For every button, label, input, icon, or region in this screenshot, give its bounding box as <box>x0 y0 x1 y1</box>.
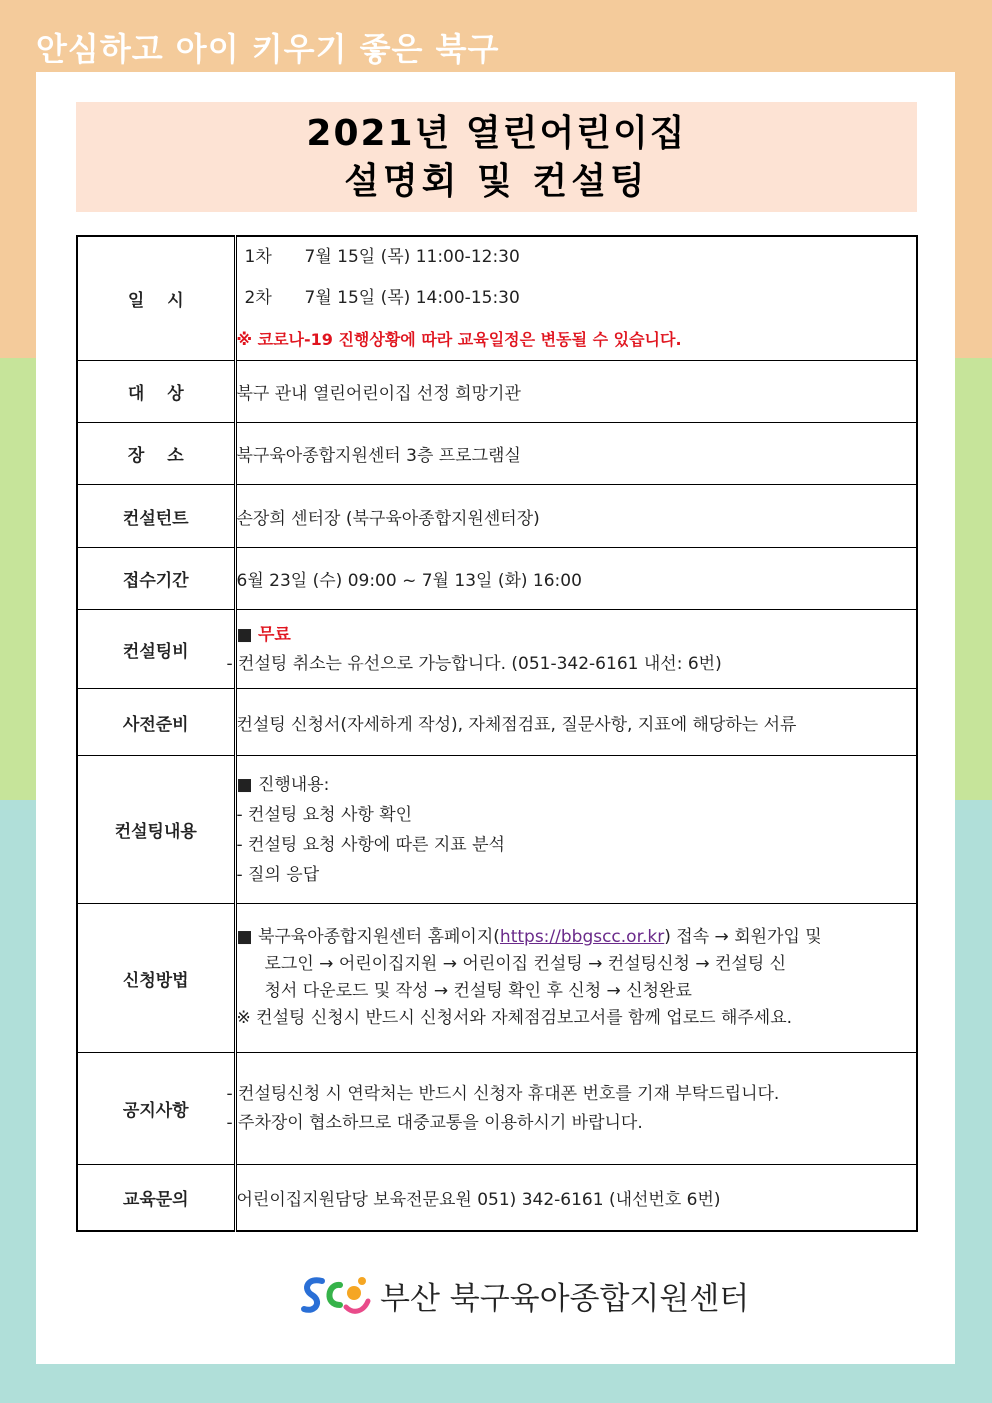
row-prep <box>77 689 917 756</box>
apply-line-3: 청서 다운로드 및 작성 → 컨설팅 확인 후 신청 → 신청완료 <box>264 981 692 1001</box>
org-name: 부산 북구육아종합지원센터 <box>380 1280 750 1317</box>
list-item: - 컨설팅 요청 사항에 따른 지표 분석 <box>236 834 505 855</box>
footer <box>300 1270 749 1320</box>
label-period: 접수기간 <box>77 548 235 610</box>
schedule-item <box>237 237 917 278</box>
row-content <box>77 756 917 904</box>
apply-text: ■ 북구육아종합지원센터 홈페이지( <box>236 927 500 947</box>
row-apply <box>77 904 917 1053</box>
row-consultant <box>77 485 917 548</box>
fee-note: - 컨설팅 취소는 유선으로 가능합니다. (051-342-6161 내선: 6번) <box>226 653 722 674</box>
fee-free: 무료 <box>257 624 291 645</box>
schedule-warning: ※ 코로나-19 진행상황에 따라 교육일정은 변동될 수 있습니다. <box>236 330 682 349</box>
row-schedule <box>77 236 917 361</box>
document-sheet <box>36 72 955 1364</box>
row-period <box>77 548 917 610</box>
square-bullet-icon: ■ <box>236 624 253 645</box>
title-banner <box>76 102 917 212</box>
label-apply: 신청방법 <box>77 904 235 1053</box>
value-place: 북구육아종합지원센터 3층 프로그램실 <box>235 423 917 485</box>
label-schedule: 일 시 <box>77 236 235 361</box>
homepage-link[interactable]: https://bbgscc.or.kr <box>499 927 665 947</box>
list-item: - 컨설팅 요청 사항 확인 <box>236 804 413 825</box>
schedule-time: 7월 15일 (목) 11:00-12:30 <box>304 247 520 267</box>
value-schedule <box>235 236 917 361</box>
center-logo-icon <box>300 1271 374 1319</box>
row-inquiry <box>77 1165 917 1231</box>
value-apply <box>235 904 917 1053</box>
apply-text: ) 접속 → 회원가입 및 <box>664 927 822 947</box>
apply-note: ※ 컨설팅 신청시 반드시 신청서와 자체점검보고서를 함께 업로드 해주세요. <box>236 1008 793 1028</box>
content-heading: ■ 진행내용: <box>236 774 330 795</box>
label-consultant: 컨설턴트 <box>77 485 235 548</box>
label-notice: 공지사항 <box>77 1053 235 1165</box>
title-line-1: 2021년 열린어린이집 <box>306 113 687 154</box>
slogan: 안심하고 아이 키우기 좋은 북구 <box>36 30 500 68</box>
value-target: 북구 관내 열린어린이집 선정 희망기관 <box>235 361 917 423</box>
fee-line <box>237 620 917 650</box>
list-item: - 주차장이 협소하므로 대중교통을 이용하시기 바랍니다. <box>226 1112 643 1133</box>
row-notice <box>77 1053 917 1165</box>
value-consultant: 손장희 센터장 (북구육아종합지원센터장) <box>235 485 917 548</box>
row-place <box>77 423 917 485</box>
value-content <box>235 756 917 904</box>
row-fee <box>77 610 917 689</box>
schedule-time: 7월 15일 (목) 14:00-15:30 <box>304 288 520 308</box>
info-table <box>76 235 918 1232</box>
list-item: - 컨설팅신청 시 연락처는 반드시 신청자 휴대폰 번호를 기재 부탁드립니다. <box>226 1083 780 1104</box>
value-inquiry: 어린이집지원담당 보육전문요원 051) 342-6161 (내선번호 6번) <box>235 1165 917 1231</box>
label-content: 컨설팅내용 <box>77 756 235 904</box>
row-target <box>77 361 917 423</box>
apply-line-2: 로그인 → 어린이집지원 → 어린이집 컨설팅 → 컨설팅신청 → 컨설팅 신 <box>264 954 787 974</box>
schedule-round: 2차 <box>244 288 272 308</box>
label-prep: 사전준비 <box>77 689 235 756</box>
value-notice <box>226 1053 917 1165</box>
value-prep: 컨설팅 신청서(자세하게 작성), 자체점검표, 질문사항, 지표에 해당하는 서류 <box>235 689 917 756</box>
label-place: 장 소 <box>77 423 235 485</box>
schedule-round: 1차 <box>244 247 272 267</box>
label-inquiry: 교육문의 <box>77 1165 235 1231</box>
apply-line-1 <box>237 924 917 951</box>
label-fee: 컨설팅비 <box>77 610 235 689</box>
value-fee <box>226 610 917 689</box>
title-line-2: 설명회 및 컨설팅 <box>344 161 649 202</box>
value-period: 6월 23일 (수) 09:00 ~ 7월 13일 (화) 16:00 <box>235 548 917 610</box>
schedule-item <box>237 278 917 319</box>
label-target: 대 상 <box>77 361 235 423</box>
list-item: - 질의 응답 <box>236 864 320 885</box>
